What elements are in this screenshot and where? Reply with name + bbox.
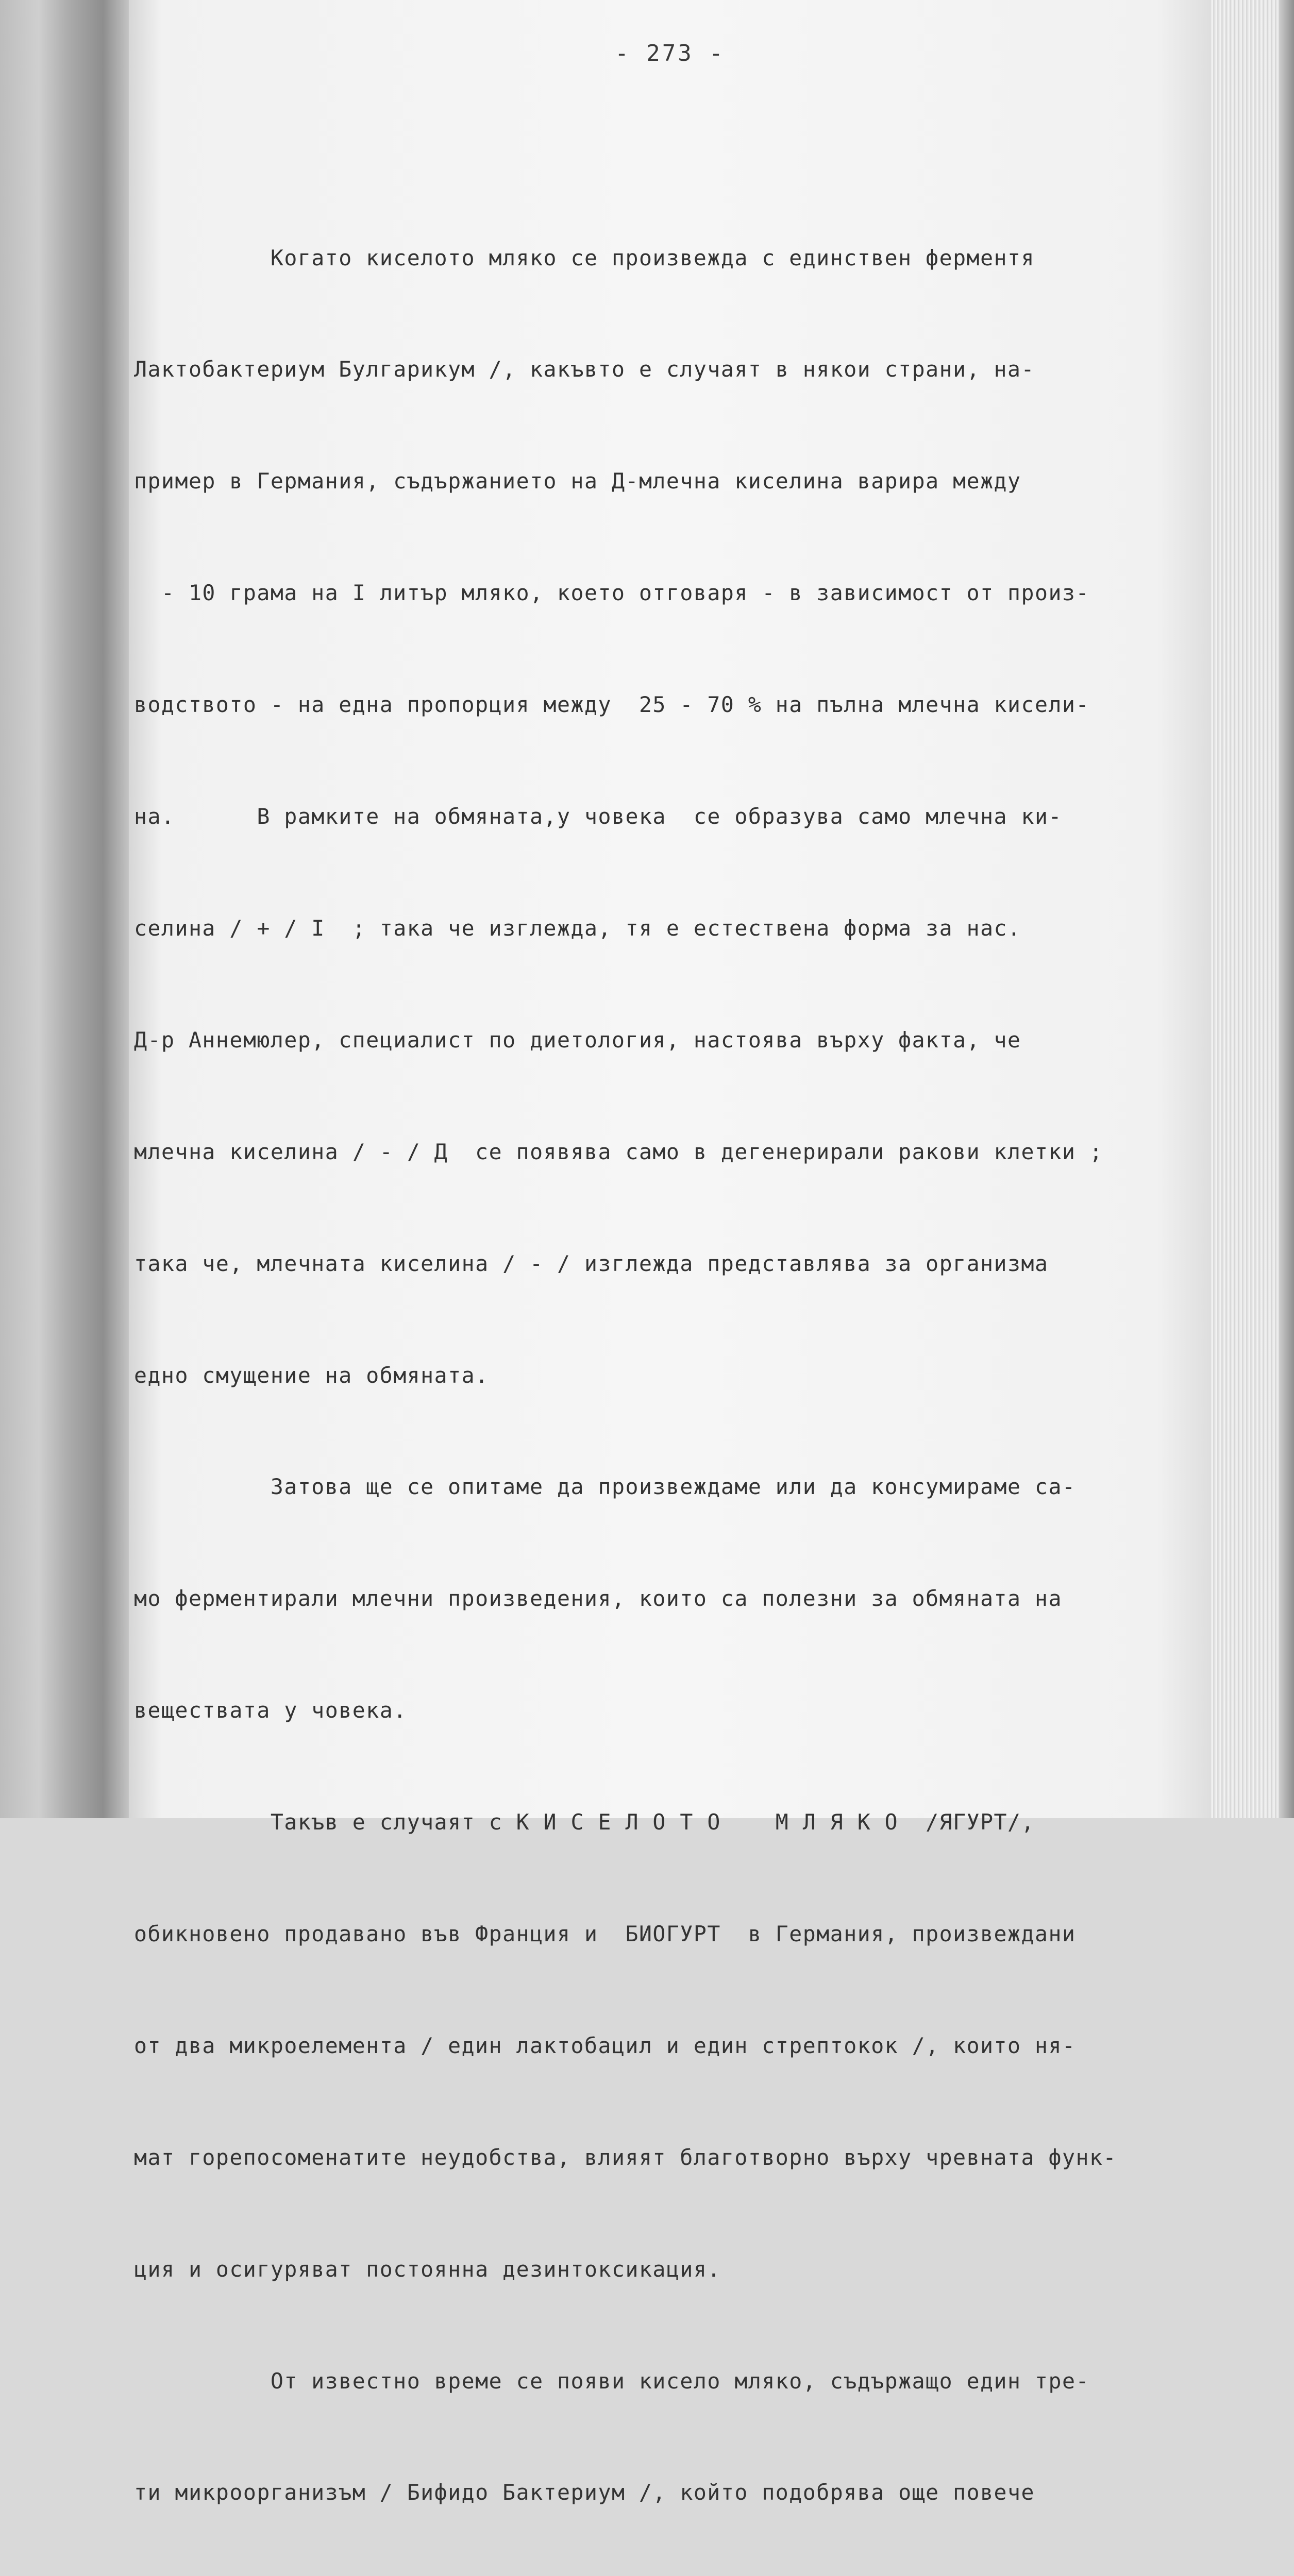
text-line: Лактобактериум Булгарикум /, какъвто е случаят в някои страни, на-	[134, 357, 1035, 382]
text-line: От известно време се появи кисело мляко, съдържащо един тре-	[134, 2368, 1089, 2394]
text-line: обикновено продавано във Франция и БИОГУРТ в Германия, произвеждани	[134, 1921, 1076, 1946]
text-line: водството - на една пропорция между 25 - 70 % на пълна млечна кисели-	[134, 692, 1089, 718]
text-line: мо ферментирали млечни произведения, които са полезни за обмяната на	[134, 1586, 1062, 1612]
book-binding-shadow	[0, 0, 129, 1818]
text-line: едно смущение на обмяната.	[134, 1362, 489, 1388]
body-text	[134, 165, 1196, 2576]
text-line: - 10 грама на I литър мляко, което отговаря - в зависимост от произ-	[134, 580, 1089, 606]
text-line: пример в Германия, съдържанието на Д-млечна киселина варира между	[134, 468, 1021, 494]
book-page-edge	[1211, 0, 1294, 1818]
text-line: Д-р Аннемюлер, специалист по диетология, настоява върху факта, че	[134, 1027, 1021, 1053]
text-line: млечна киселина / - / Д се появява само в дегенерирали ракови клетки ;	[134, 1139, 1103, 1164]
document-page	[129, 0, 1211, 2505]
text-line: от два микроелемента / един лактобацил и един стрептокок /, които ня-	[134, 2032, 1076, 2058]
text-line: Затова ще се опитаме да произвеждаме или да консумираме са-	[134, 1474, 1076, 1500]
text-line: на. В рамките на обмяната,у човека се образува само млечна ки-	[134, 804, 1062, 829]
text-line: мат горепосоменатите неудобства, влияят благотворно върху чревната функ-	[134, 2144, 1117, 2170]
text-line: ти микроорганизъм / Бифидо Бактериум /, който подобрява още повече	[134, 2480, 1035, 2505]
text-line: веществата у човека.	[134, 1698, 407, 1723]
text-line: ция и осигуряват постоянна дезинтоксикация.	[134, 2256, 721, 2282]
text-line: така че, млечната киселина / - / изглежда представлява за организма	[134, 1250, 1049, 1276]
text-line: Такъв е случаят с К И С Е Л О Т О М Л Я К О /ЯГУРТ/,	[134, 1809, 1035, 1835]
text-line: Когато киселото мляко се произвежда с единствен ферментя	[134, 245, 1035, 270]
text-line: селина / + / I ; така че изглежда, тя е естествена форма за нас.	[134, 915, 1021, 941]
page-number: - 273 -	[615, 40, 725, 66]
